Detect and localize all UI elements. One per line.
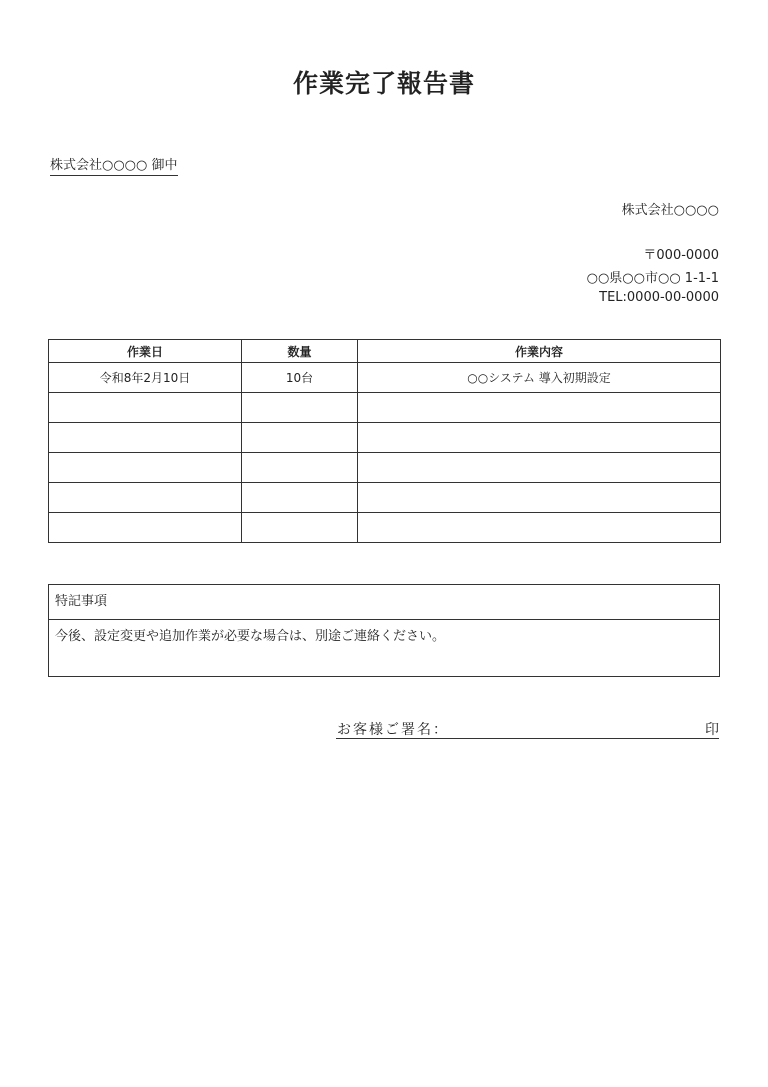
cell-work-content <box>358 483 721 513</box>
cell-work-content: ○○システム 導入初期設定 <box>358 363 721 393</box>
table-row <box>49 513 721 543</box>
signature-line <box>336 719 719 739</box>
signature-label: お客様ご署名： <box>337 722 449 738</box>
cell-work-date <box>49 393 242 423</box>
work-table <box>48 339 721 543</box>
cell-work-date <box>49 483 242 513</box>
cell-quantity: 10台 <box>242 363 358 393</box>
cell-work-date <box>49 513 242 543</box>
cell-work-content <box>358 423 721 453</box>
table-row <box>49 453 721 483</box>
notes-box <box>48 584 720 677</box>
seal-mark: 印 <box>705 722 719 738</box>
cell-quantity <box>242 423 358 453</box>
cell-work-content <box>358 393 721 423</box>
column-header-work-content: 作業内容 <box>358 340 721 363</box>
table-row <box>49 423 721 453</box>
recipient-name: 株式会社○○○○ 御中 <box>50 154 178 176</box>
sender-tel: TEL:0000-00-0000 <box>599 290 719 305</box>
notes-text: 今後、設定変更や追加作業が必要な場合は、別途ご連絡ください。 <box>55 629 446 644</box>
table-header-row <box>49 340 721 363</box>
sender-postal-code: 〒000-0000 <box>643 248 719 263</box>
page-title: 作業完了報告書 <box>292 69 475 98</box>
cell-quantity <box>242 513 358 543</box>
sender-company: 株式会社○○○○ <box>621 203 719 218</box>
cell-work-date: 令和8年2月10日 <box>49 363 242 393</box>
cell-quantity <box>242 453 358 483</box>
cell-work-date <box>49 423 242 453</box>
cell-work-content <box>358 513 721 543</box>
table-row <box>49 393 721 423</box>
table-row <box>49 483 721 513</box>
table-row <box>49 363 721 393</box>
cell-quantity <box>242 393 358 423</box>
cell-work-date <box>49 453 242 483</box>
cell-work-content <box>358 453 721 483</box>
notes-label: 特記事項 <box>49 585 719 620</box>
cell-quantity <box>242 483 358 513</box>
column-header-quantity: 数量 <box>242 340 358 363</box>
sender-address: ○○県○○市○○ 1-1-1 <box>586 271 719 286</box>
column-header-work-date: 作業日 <box>49 340 242 363</box>
